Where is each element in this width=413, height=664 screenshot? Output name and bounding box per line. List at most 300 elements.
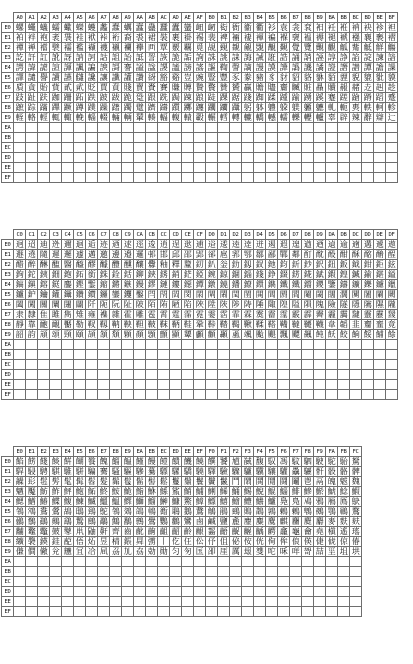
empty-cell (302, 153, 314, 163)
glyph-cell: 馘 (242, 457, 254, 467)
glyph-cell: 鴾 (146, 507, 158, 517)
glyph-cell: 馗 (230, 457, 242, 467)
empty-cell (122, 153, 134, 163)
table-row (2, 240, 398, 250)
empty-cell (338, 153, 350, 163)
empty-cell (386, 380, 398, 390)
glyph-cell: 驢 (242, 467, 254, 477)
glyph-cell: 閾 (314, 290, 326, 300)
empty-cell (26, 143, 38, 153)
glyph-cell: 襁 (350, 33, 362, 43)
empty-cell (50, 577, 62, 587)
empty-cell (146, 350, 158, 360)
glyph-cell: 覊 (182, 43, 194, 53)
glyph-cell: 髷 (134, 477, 146, 487)
empty-cell (14, 380, 26, 390)
column-header: C3 (50, 230, 62, 240)
empty-cell (62, 350, 74, 360)
glyph-cell: 鋺 (206, 270, 218, 280)
glyph-cell: 麸 (350, 517, 362, 527)
glyph-cell: 雕 (134, 310, 146, 320)
glyph-cell: 辷 (386, 113, 398, 123)
empty-cell (206, 380, 218, 390)
empty-cell (230, 123, 242, 133)
glyph-cell: 踴 (302, 93, 314, 103)
glyph-cell: 觴 (386, 43, 398, 53)
glyph-cell: 昱 (98, 537, 110, 547)
glyph-cell: 鞫 (218, 63, 230, 73)
glyph-cell: 醯 (74, 260, 86, 270)
glyph-cell: 醉 (26, 260, 38, 270)
glyph-cell: 逅 (86, 240, 98, 250)
glyph-cell: 貘 (386, 73, 398, 83)
empty-cell (110, 380, 122, 390)
empty-cell (98, 173, 110, 183)
glyph-cell: 遲 (50, 250, 62, 260)
glyph-cell: 鐐 (242, 280, 254, 290)
glyph-cell: 鶉 (266, 507, 278, 517)
glyph-cell: 谿 (170, 73, 182, 83)
glyph-cell: 霰 (290, 310, 302, 320)
empty-cell (386, 133, 398, 143)
empty-cell (98, 370, 110, 380)
column-header: AD (170, 13, 182, 23)
glyph-cell: 遽 (74, 250, 86, 260)
glyph-cell: 襷 (134, 43, 146, 53)
empty-cell (62, 607, 74, 617)
glyph-cell: 竟 (386, 320, 398, 330)
empty-cell (74, 350, 86, 360)
glyph-cell: 鮖 (86, 487, 98, 497)
glyph-cell: 蹙 (386, 93, 398, 103)
empty-cell (302, 163, 314, 173)
glyph-cell: 騅 (62, 467, 74, 477)
glyph-cell: 鑷 (62, 290, 74, 300)
glyph-cell: 雹 (146, 310, 158, 320)
glyph-cell: 鼇 (26, 527, 38, 537)
empty-cell (374, 143, 386, 153)
glyph-cell: 醢 (50, 260, 62, 270)
glyph-cell: 韜 (338, 320, 350, 330)
empty-cell (338, 607, 350, 617)
empty-cell (326, 123, 338, 133)
glyph-cell: 覃 (158, 43, 170, 53)
glyph-cell: 褄 (242, 33, 254, 43)
table-row (2, 507, 362, 517)
column-header: BD (362, 13, 374, 23)
empty-cell (338, 597, 350, 607)
glyph-cell: 倞 (338, 537, 350, 547)
row-header: E1 (2, 250, 14, 260)
empty-cell (314, 173, 326, 183)
glyph-cell: 餞 (38, 457, 50, 467)
glyph-cell: 鼾 (98, 527, 110, 537)
empty-cell (362, 390, 374, 400)
glyph-cell: 袞 (302, 23, 314, 33)
glyph-cell: 麑 (302, 517, 314, 527)
column-header: CE (182, 230, 194, 240)
empty-cell (194, 360, 206, 370)
row-header: EC (2, 577, 14, 587)
glyph-cell: 踞 (230, 93, 242, 103)
column-header: BA (326, 13, 338, 23)
glyph-cell: 鉋 (62, 270, 74, 280)
glyph-cell: 勀 (146, 547, 158, 557)
glyph-cell: 髦 (62, 477, 74, 487)
empty-cell (350, 557, 362, 567)
glyph-cell: 酊 (302, 250, 314, 260)
column-header: EB (146, 447, 158, 457)
glyph-cell: 劜 (122, 547, 134, 557)
glyph-cell: 醺 (122, 260, 134, 270)
glyph-cell: 俍 (290, 537, 302, 547)
column-header: AF (194, 13, 206, 23)
empty-cell (170, 360, 182, 370)
glyph-cell: 齠 (170, 527, 182, 537)
table-row (2, 360, 398, 370)
empty-cell (314, 123, 326, 133)
glyph-cell: 鵆 (158, 507, 170, 517)
glyph-cell: 謦 (230, 63, 242, 73)
code-table-a0-bf (1, 12, 398, 183)
glyph-cell: 顱 (194, 330, 206, 340)
column-header: E5 (74, 447, 86, 457)
empty-cell (314, 340, 326, 350)
column-header: A9 (122, 13, 134, 23)
glyph-cell: 丨 (158, 537, 170, 547)
glyph-cell: 貔 (362, 73, 374, 83)
empty-cell (350, 390, 362, 400)
glyph-cell: 鯀 (158, 487, 170, 497)
empty-cell (182, 163, 194, 173)
column-header: D2 (230, 230, 242, 240)
glyph-cell: 詬 (182, 53, 194, 63)
empty-cell (50, 133, 62, 143)
empty-cell (74, 153, 86, 163)
glyph-cell: 謌 (110, 63, 122, 73)
glyph-cell: 郤 (206, 250, 218, 260)
glyph-cell: 踰 (290, 93, 302, 103)
empty-cell (266, 350, 278, 360)
glyph-cell: 贏 (242, 83, 254, 93)
glyph-cell: 蠕 (50, 23, 62, 33)
empty-cell (26, 557, 38, 567)
glyph-cell: 鰓 (14, 497, 26, 507)
glyph-cell: 鶩 (350, 507, 362, 517)
empty-cell (194, 597, 206, 607)
table-row (2, 163, 398, 173)
glyph-cell: 裔 (122, 33, 134, 43)
glyph-cell: 鷙 (74, 517, 86, 527)
empty-cell (194, 143, 206, 153)
empty-cell (266, 360, 278, 370)
empty-cell (242, 390, 254, 400)
glyph-cell: 伹 (218, 537, 230, 547)
empty-cell (110, 173, 122, 183)
glyph-cell: 鷯 (134, 517, 146, 527)
empty-cell (290, 557, 302, 567)
empty-cell (230, 143, 242, 153)
table-row (2, 597, 362, 607)
glyph-cell: 鰲 (182, 497, 194, 507)
empty-cell (230, 380, 242, 390)
empty-cell (98, 607, 110, 617)
glyph-cell: 霖 (242, 310, 254, 320)
glyph-cell: 飄 (278, 330, 290, 340)
glyph-cell: 遘 (362, 240, 374, 250)
empty-cell (74, 123, 86, 133)
glyph-cell: 靫 (86, 320, 98, 330)
row-header: E5 (2, 290, 14, 300)
column-header: E4 (62, 447, 74, 457)
empty-cell (242, 153, 254, 163)
glyph-cell: 褊 (266, 33, 278, 43)
empty-cell (74, 557, 86, 567)
glyph-cell: 鱶 (254, 497, 266, 507)
empty-cell (242, 587, 254, 597)
glyph-cell: 詭 (170, 53, 182, 63)
glyph-cell: 鰒 (62, 497, 74, 507)
glyph-cell: 匇 (182, 547, 194, 557)
glyph-cell: 贔 (314, 83, 326, 93)
glyph-cell: 衵 (314, 23, 326, 33)
glyph-cell: 坥 (338, 547, 350, 557)
glyph-cell: 闌 (374, 290, 386, 300)
empty-cell (110, 123, 122, 133)
glyph-cell: 譖 (338, 63, 350, 73)
glyph-cell: 譴 (26, 73, 38, 83)
empty-cell (146, 163, 158, 173)
empty-cell (14, 163, 26, 173)
glyph-cell: 僘 (38, 547, 50, 557)
glyph-cell: 詢 (194, 53, 206, 63)
column-header: A1 (26, 13, 38, 23)
empty-cell (254, 390, 266, 400)
empty-cell (26, 163, 38, 173)
glyph-cell: 鯊 (170, 487, 182, 497)
table-row (2, 340, 398, 350)
empty-cell (158, 567, 170, 577)
empty-cell (302, 557, 314, 567)
glyph-cell: 跫 (134, 93, 146, 103)
glyph-cell: 詁 (98, 53, 110, 63)
empty-cell (26, 597, 38, 607)
glyph-cell: 髫 (86, 477, 98, 487)
glyph-cell: 襄 (362, 33, 374, 43)
glyph-cell: 閖 (194, 290, 206, 300)
empty-cell (266, 153, 278, 163)
glyph-cell: 雉 (74, 310, 86, 320)
glyph-cell: 飩 (314, 330, 326, 340)
empty-cell (98, 567, 110, 577)
glyph-cell: 伀 (194, 537, 206, 547)
row-header: E3 (2, 270, 14, 280)
glyph-cell: 鞏 (194, 320, 206, 330)
empty-cell (26, 607, 38, 617)
empty-cell (14, 123, 26, 133)
glyph-cell: 襞 (50, 43, 62, 53)
glyph-cell: 髟 (26, 477, 38, 487)
empty-cell (50, 163, 62, 173)
glyph-cell: 鸞 (182, 517, 194, 527)
glyph-cell: 逑 (122, 240, 134, 250)
glyph-cell: 諍 (338, 53, 350, 63)
glyph-cell: 釶 (266, 260, 278, 270)
glyph-cell: 韆 (302, 320, 314, 330)
empty-cell (314, 380, 326, 390)
empty-cell (98, 123, 110, 133)
empty-cell (326, 557, 338, 567)
glyph-cell: 鑢 (374, 280, 386, 290)
glyph-cell: 蹌 (350, 93, 362, 103)
empty-cell (134, 350, 146, 360)
glyph-cell: 錻 (314, 270, 326, 280)
glyph-cell: 鉗 (362, 260, 374, 270)
glyph-cell: 踟 (254, 93, 266, 103)
row-header: EB (2, 133, 14, 143)
glyph-cell: 鐃 (218, 280, 230, 290)
glyph-cell: 轅 (182, 113, 194, 123)
glyph-cell: 鰤 (134, 497, 146, 507)
glyph-cell: 饋 (170, 457, 182, 467)
glyph-cell: 譫 (374, 63, 386, 73)
empty-cell (338, 350, 350, 360)
glyph-cell: 鐶 (254, 280, 266, 290)
empty-cell (230, 390, 242, 400)
empty-cell (350, 370, 362, 380)
empty-cell (290, 587, 302, 597)
glyph-cell: 釁 (146, 260, 158, 270)
table-row (2, 370, 398, 380)
empty-cell (278, 557, 290, 567)
column-header: F3 (242, 447, 254, 457)
glyph-cell: 鬚 (182, 477, 194, 487)
glyph-cell: 袰 (62, 33, 74, 43)
glyph-cell: 轜 (278, 113, 290, 123)
empty-cell (50, 390, 62, 400)
empty-cell (338, 370, 350, 380)
glyph-cell: 驃 (158, 467, 170, 477)
glyph-cell: 賣 (134, 83, 146, 93)
glyph-cell: 鴦 (38, 507, 50, 517)
empty-cell (230, 597, 242, 607)
empty-cell (290, 597, 302, 607)
glyph-cell: 陝 (218, 300, 230, 310)
empty-cell (86, 163, 98, 173)
empty-cell (62, 123, 74, 133)
glyph-cell: 魏 (350, 477, 362, 487)
column-header: CB (146, 230, 158, 240)
glyph-cell: 鮃 (62, 487, 74, 497)
glyph-cell: 髮 (98, 477, 110, 487)
glyph-cell: 騁 (38, 467, 50, 477)
glyph-cell: 饕 (218, 457, 230, 467)
row-header: E9 (2, 330, 14, 340)
glyph-cell: 鏈 (158, 280, 170, 290)
empty-cell (62, 370, 74, 380)
empty-cell (26, 567, 38, 577)
empty-cell (86, 143, 98, 153)
glyph-cell: 賻 (182, 83, 194, 93)
empty-cell (242, 370, 254, 380)
glyph-cell: 閙 (218, 290, 230, 300)
glyph-cell: 邇 (62, 240, 74, 250)
row-header: ED (2, 153, 14, 163)
glyph-cell: 貶 (86, 83, 98, 93)
empty-cell (110, 567, 122, 577)
glyph-cell: 鐫 (266, 280, 278, 290)
glyph-cell: 鏤 (170, 280, 182, 290)
empty-cell (74, 163, 86, 173)
table-row (2, 250, 398, 260)
row-header: E9 (2, 113, 14, 123)
glyph-cell: 仡 (170, 537, 182, 547)
empty-cell (86, 153, 98, 163)
empty-cell (350, 360, 362, 370)
empty-cell (134, 597, 146, 607)
glyph-cell: 鼕 (62, 527, 74, 537)
glyph-cell: 跋 (110, 93, 122, 103)
glyph-cell: 觀 (326, 43, 338, 53)
row-header: ED (2, 370, 14, 380)
row-header: EA (2, 340, 14, 350)
empty-cell (290, 390, 302, 400)
column-header: AE (182, 13, 194, 23)
glyph-cell: 髯 (74, 477, 86, 487)
column-header: FB (338, 447, 350, 457)
glyph-cell: 鏘 (110, 280, 122, 290)
glyph-cell: 逵 (230, 240, 242, 250)
glyph-cell: 豐 (218, 73, 230, 83)
glyph-cell: 覦 (242, 43, 254, 53)
glyph-cell: 鵝 (182, 507, 194, 517)
glyph-cell: 侚 (266, 537, 278, 547)
glyph-cell: 襠 (38, 43, 50, 53)
glyph-cell: 軛 (338, 103, 350, 113)
empty-cell (218, 607, 230, 617)
empty-cell (146, 380, 158, 390)
glyph-cell: 鴉 (314, 497, 326, 507)
glyph-cell: 諂 (350, 53, 362, 63)
empty-cell (86, 123, 98, 133)
glyph-cell: 躇 (110, 103, 122, 113)
corner-cell (2, 447, 14, 457)
empty-cell (74, 340, 86, 350)
empty-cell (50, 360, 62, 370)
column-header: E3 (50, 447, 62, 457)
glyph-cell: 裨 (218, 33, 230, 43)
glyph-cell: 陏 (158, 300, 170, 310)
empty-cell (170, 123, 182, 133)
glyph-cell: 靉 (386, 310, 398, 320)
glyph-cell: 賚 (146, 83, 158, 93)
glyph-cell: 驕 (182, 467, 194, 477)
glyph-cell: 麒 (278, 517, 290, 527)
empty-cell (218, 153, 230, 163)
empty-cell (350, 143, 362, 153)
glyph-cell: 鯡 (290, 487, 302, 497)
glyph-cell: 釵 (254, 260, 266, 270)
table-row (2, 43, 398, 53)
empty-cell (38, 587, 50, 597)
glyph-cell: 鹹 (206, 517, 218, 527)
glyph-cell: 譚 (362, 63, 374, 73)
glyph-cell: 輾 (206, 113, 218, 123)
glyph-cell: 輓 (74, 113, 86, 123)
empty-cell (110, 340, 122, 350)
table-row (2, 517, 362, 527)
glyph-cell: 譎 (314, 63, 326, 73)
